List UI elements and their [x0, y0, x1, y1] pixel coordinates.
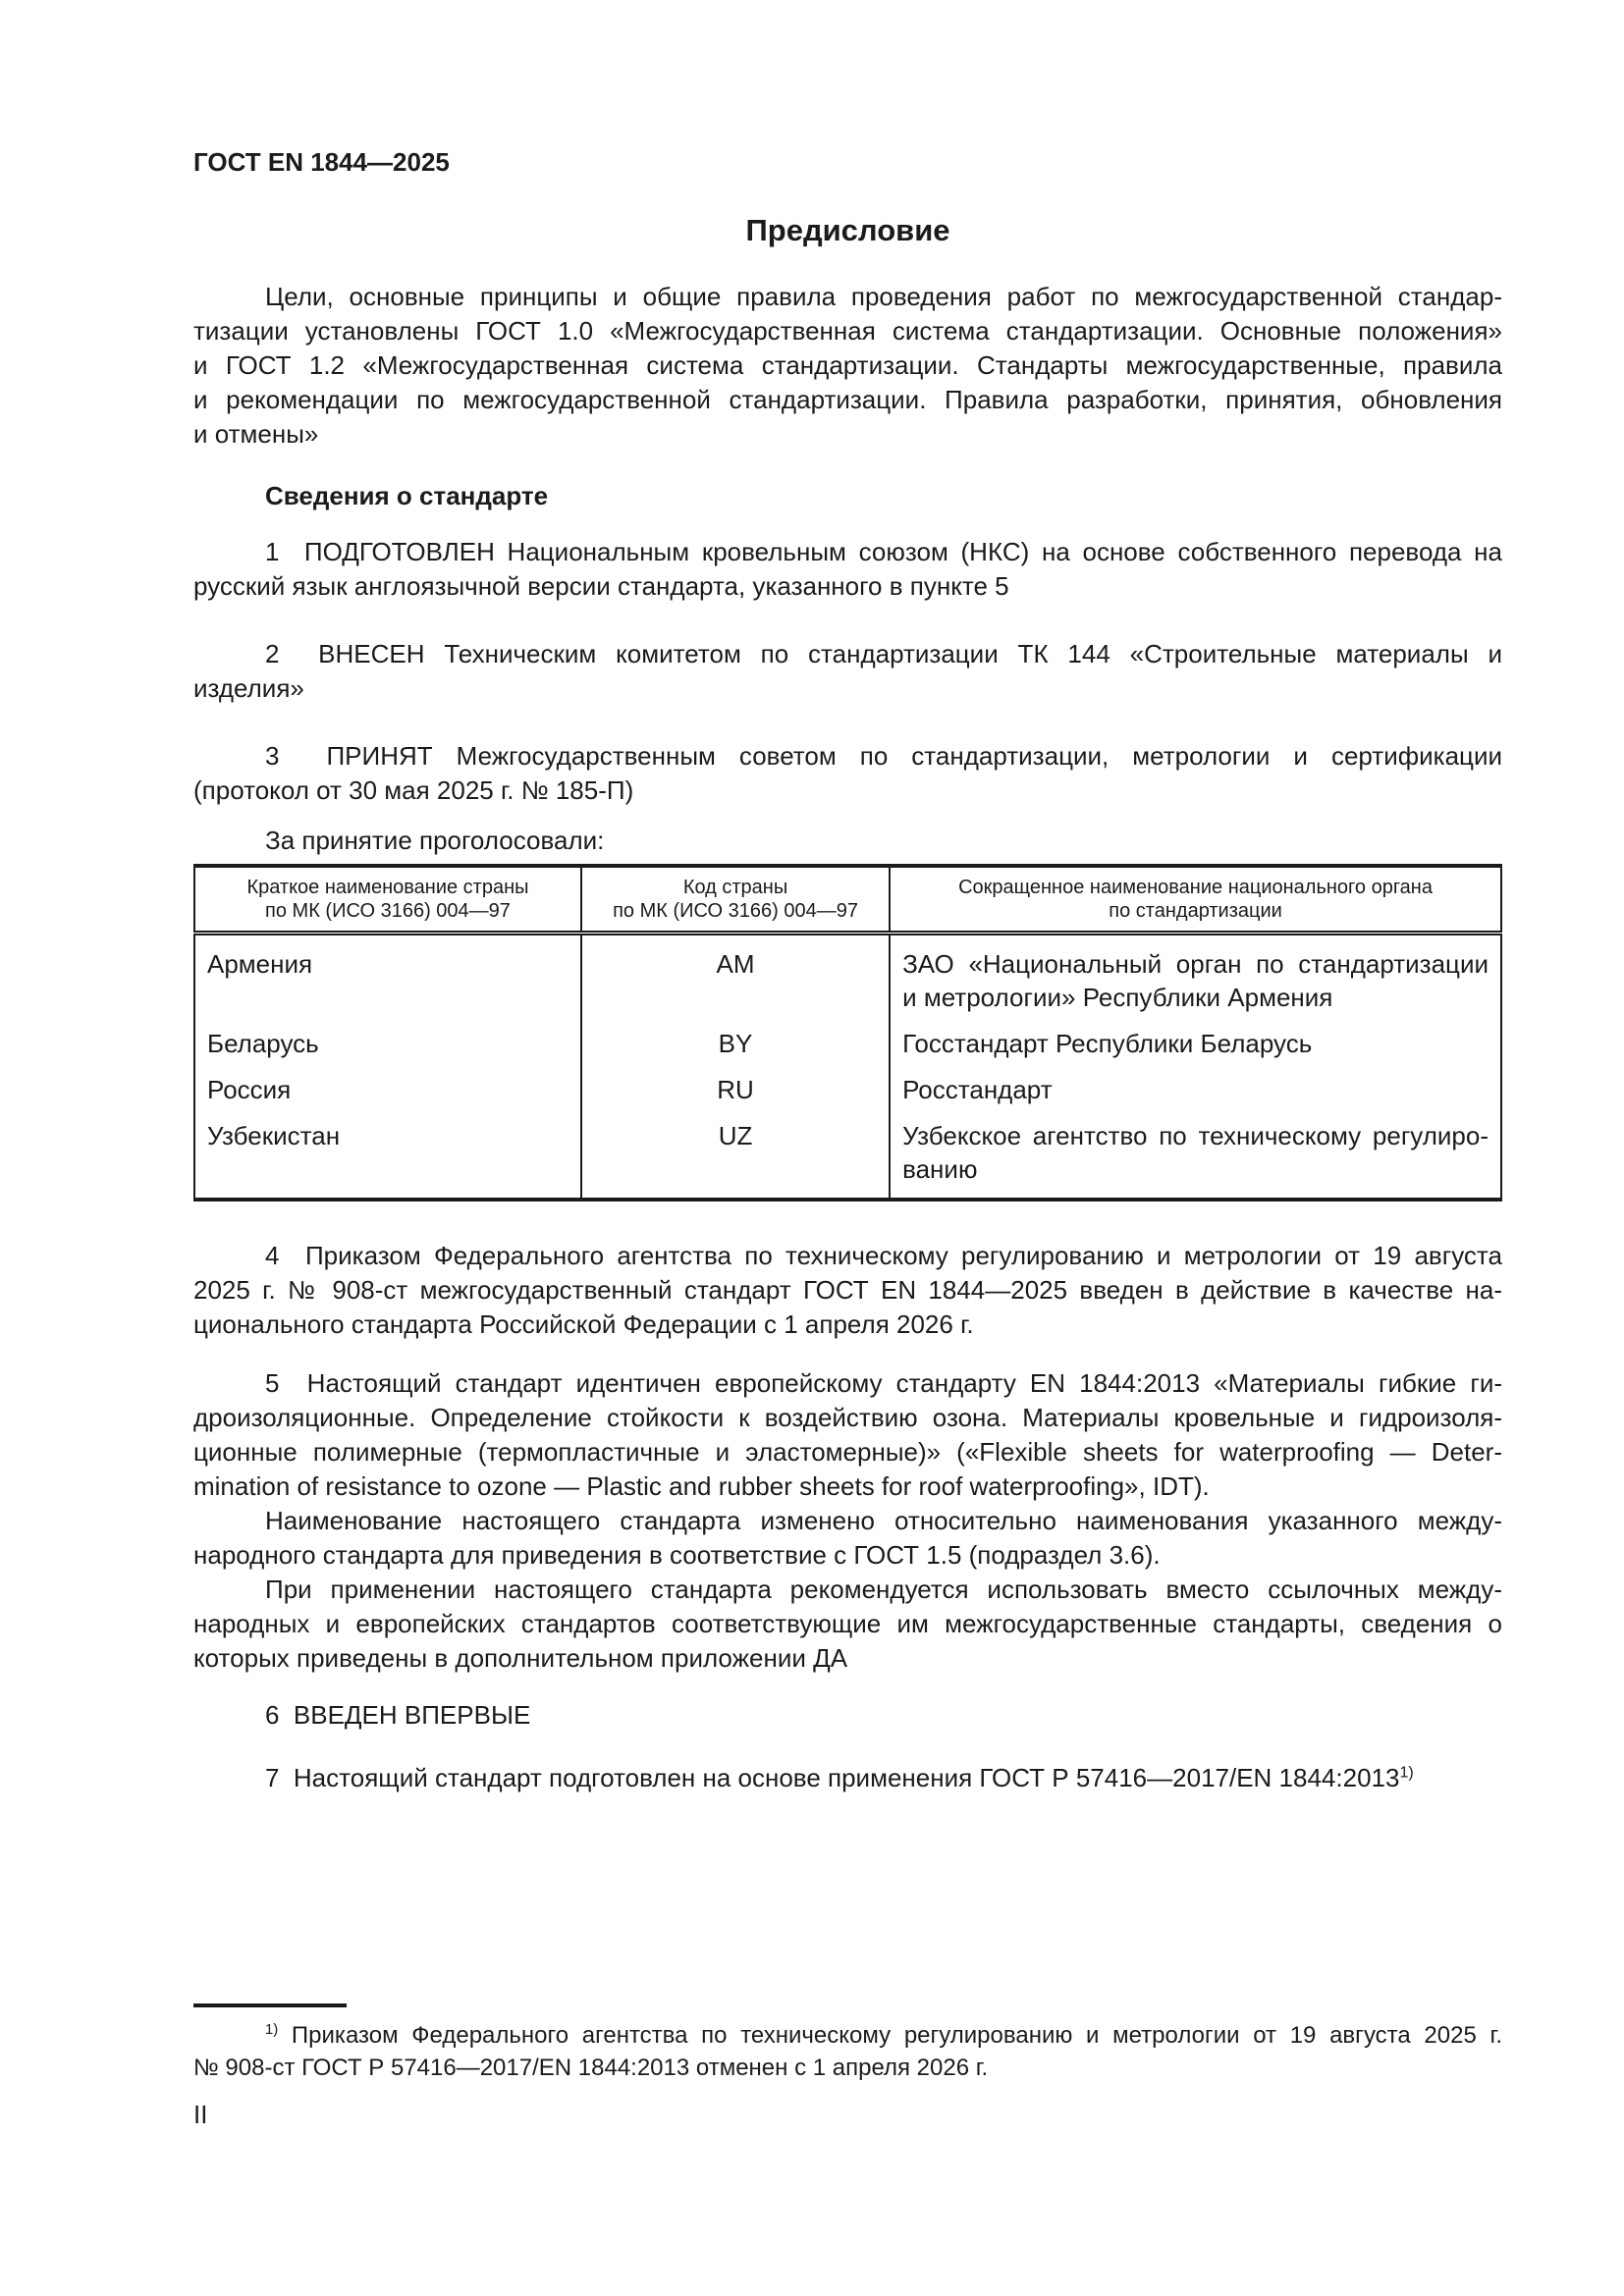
code-cell: UZ: [581, 1107, 890, 1200]
text-line: 2 ВНЕСЕН Техническим комитетом по стандартизации ТК 144 «Строительные материалы и: [265, 639, 1502, 668]
column-header-line: Код страны: [682, 877, 788, 898]
text-line: 2025 г. № 908-ст межгосударственный стандарт ГОСТ EN 1844—2025 введен в действие в качестве на-: [193, 1275, 1502, 1305]
item-2-submitted: [193, 637, 1502, 706]
code-cell: RU: [581, 1061, 890, 1107]
footnote-text: Приказом Федерального агентства по техническому регулированию и метрологии от 19 августа 2025 г.: [278, 2022, 1502, 2049]
standard-info-heading: Сведения о стандарте: [265, 481, 549, 510]
code-cell: BY: [581, 1015, 890, 1061]
text-line: и отмены»: [193, 419, 319, 449]
text-line: Росстандарт: [902, 1075, 1053, 1104]
footnote-divider: [193, 2003, 347, 2007]
column-header-code: [581, 866, 890, 934]
text-line: и ГОСТ 1.2 «Межгосударственная система стандартизации. Стандарты межгосударственные, правила: [193, 350, 1502, 380]
column-header-line: по стандартизации: [1109, 900, 1282, 922]
item-6-first-introduced: 6 ВВЕДЕН ВПЕРВЫЕ: [265, 1700, 531, 1730]
table-row-russia: [194, 1061, 1501, 1107]
text-line: Наименование настоящего стандарта изменено относительно наименования указанного между-: [265, 1506, 1502, 1535]
country-cell: Россия: [194, 1061, 581, 1107]
text-line: Узбекское агентство по техническому регулиро-: [902, 1121, 1489, 1150]
table-row-uzbekistan: [194, 1107, 1501, 1200]
text-line: Госстандарт Республики Беларусь: [902, 1029, 1313, 1058]
column-header-line: по МК (ИСО 3166) 004—97: [613, 900, 858, 922]
org-cell: [890, 1061, 1501, 1107]
text-line: народных и европейских стандартов соответствующие им межгосударственные стандарты, сведения о: [193, 1609, 1502, 1638]
table-row-armenia: [194, 934, 1501, 1016]
country-cell: Армения: [194, 934, 581, 1016]
org-cell: [890, 1015, 1501, 1061]
text-line: изделия»: [193, 673, 304, 703]
column-header-line: по МК (ИСО 3166) 004—97: [265, 900, 511, 922]
country-cell: Узбекистан: [194, 1107, 581, 1200]
text-line: которых приведены в дополнительном приложении ДА: [193, 1643, 848, 1673]
text-line: 1 ПОДГОТОВЛЕН Национальным кровельным союзом (НКС) на основе собственного перевода на: [265, 537, 1502, 566]
text-line: народного стандарта для приведения в соответствие с ГОСТ 1.5 (подраздел 3.6).: [193, 1540, 1161, 1570]
text-line: ционального стандарта Российской Федерации с 1 апреля 2026 г.: [193, 1309, 974, 1339]
code-cell: AM: [581, 934, 890, 1016]
country-cell: Беларусь: [194, 1015, 581, 1061]
column-header-country: [194, 866, 581, 934]
column-header-org: [890, 866, 1501, 934]
voting-label: За принятие проголосовали:: [265, 826, 605, 855]
org-cell: [890, 934, 1501, 1016]
page-title: Предисловие: [745, 213, 950, 247]
text-line: тизации установлены ГОСТ 1.0 «Межгосударственная система стандартизации. Основные положения»: [193, 316, 1502, 346]
text-line: При применении настоящего стандарта рекомендуется использовать вместо ссылочных между-: [265, 1575, 1502, 1604]
text-line: ванию: [902, 1154, 978, 1184]
column-header-line: Сокращенное наименование национального органа: [958, 877, 1433, 898]
text-line: дроизоляционные. Определение стойкости к воздействию озона. Материалы кровельные и гидроизоля-: [193, 1403, 1502, 1432]
item-5-identical: [193, 1366, 1502, 1504]
text-line: русский язык англоязычной версии стандарта, указанного в пункте 5: [193, 571, 1009, 601]
item-7-based-on: [193, 1761, 1502, 1795]
text-line: ЗАО «Национальный орган по стандартизации: [902, 949, 1489, 979]
voting-table: [193, 864, 1502, 1201]
item-4-order: [193, 1239, 1502, 1342]
footnote-reference-marker: 1): [1399, 1763, 1414, 1782]
intro-paragraph: [193, 280, 1502, 452]
footnote: [193, 2019, 1502, 2084]
text-line: 3 ПРИНЯТ Межгосударственным советом по стандартизации, метрологии и сертификации: [265, 741, 1502, 771]
table-row-belarus: [194, 1015, 1501, 1061]
column-header-line: Краткое наименование страны: [246, 877, 529, 898]
footnote-line: № 908-ст ГОСТ Р 57416—2017/EN 1844:2013 отменен с 1 апреля 2026 г.: [193, 2055, 989, 2081]
item-5-name-changed: [193, 1504, 1502, 1573]
text-line: Цели, основные принципы и общие правила проведения работ по межгосударственной стандар-: [265, 282, 1502, 311]
item-1-prepared: [193, 535, 1502, 604]
voting-table-header: [194, 866, 1501, 934]
footnote-line: [193, 2019, 1502, 2052]
item-7-text: 7 Настоящий стандарт подготовлен на основе применения ГОСТ Р 57416—2017/EN 1844:2013: [265, 1763, 1400, 1792]
footnote-marker: 1): [265, 2022, 279, 2038]
document-code: ГОСТ EN 1844—2025: [193, 147, 450, 177]
page-number: II: [193, 2100, 208, 2129]
text-line: 5 Настоящий стандарт идентичен европейскому стандарту EN 1844:2013 «Материалы гибкие ги-: [265, 1368, 1502, 1398]
text-line: 4 Приказом Федерального агентства по техническому регулированию и метрологии от 19 августа: [265, 1241, 1502, 1270]
org-cell: [890, 1107, 1501, 1200]
text-line: ционные полимерные (термопластичные и эластомерные)» («Flexible sheets for waterproofing — Deter-: [193, 1437, 1502, 1467]
text-line: (протокол от 30 мая 2025 г. № 185-П): [193, 775, 634, 805]
text-line: и метрологии» Республики Армения: [902, 983, 1333, 1012]
text-line: mination of resistance to ozone — Plastic and rubber sheets for roof waterproofing», IDT).: [193, 1471, 1210, 1501]
item-5-recommendation: [193, 1573, 1502, 1676]
text-line: и рекомендации по межгосударственной стандартизации. Правила разработки, принятия, обновления: [193, 385, 1502, 414]
item-3-adopted: [193, 739, 1502, 808]
